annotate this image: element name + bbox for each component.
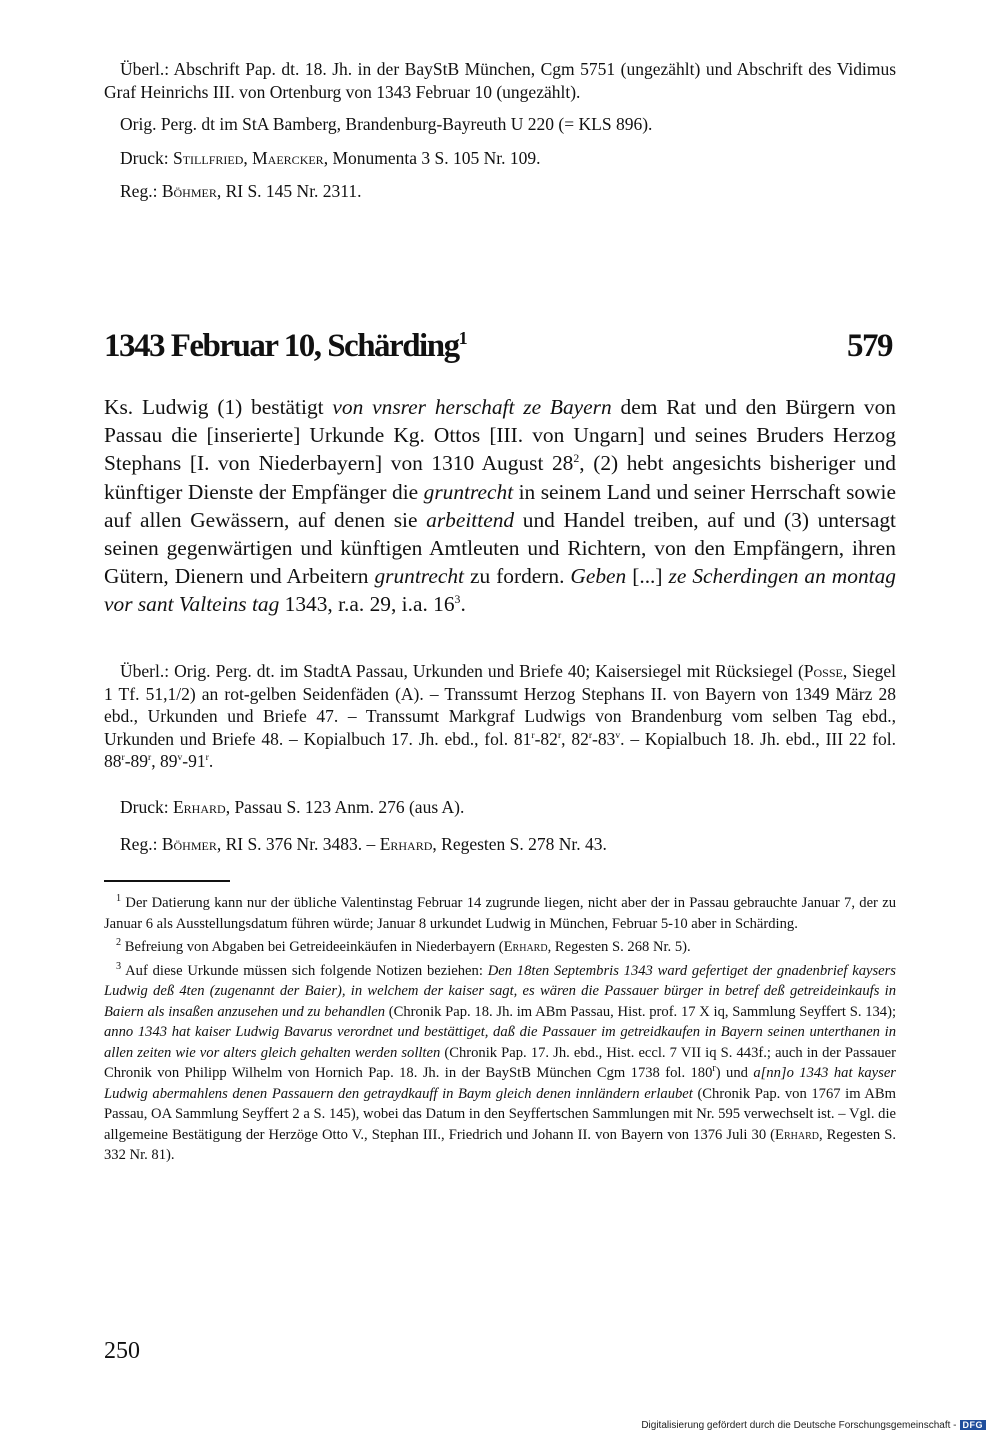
dfg-logo: DFG (960, 1420, 987, 1430)
footnote-ref-2: 2 (573, 452, 580, 466)
regest-text: Ks. Ludwig (1) bestätigt von vnsrer herschaft ze Bayern dem Rat und den Bürgern von Passau die [inserierte] Urkunde Kg. Ottos [III. von Ungarn] und seines Bruders Herzog Stephans [I. von Niederbayern] von 1310 August $28^2$, (2) hebt angesichts bisheriger und künftiger Dienste der Empfänger die gruntrecht in seinem Land und seiner Herrschaft sowie auf allen Gewässern, auf denen sie arbeittend und Handel treiben, auf und (3) untersagt seinen gegenwärtigen und künftigen Amtleuten und Richtern, von den Empfängern, ihren Gütern, Dienern und Arbeitern gruntrecht zu fordern. Geben [...] ze Scherdingen an montag vor sant Valteins tag 1343, r.a. 29, i.a. $16^3$. (104, 395, 897, 617)
footnote-3: $^3$ Auf diese Urkunde müssen sich folgende Notizen beziehen: Den 18ten Septembris 1343 ward gefertiget der gnadenbrief kaysers Ludwig deß 4ten (zugenannt der Baier), in welchem der kaiser sagt, es wären die Passauer bürger in betref deß getreideinkaufs in Baiern als insaßen anzusehen und zu behandlen (Chronik Pap. 18. Jh. im ABm Passau, Hist. prof. 17 X iq, Sammlung Seyffert S. 134); anno 1343 hat kaiser Ludwig Bavarus verordnet und bestättiget, daß die Passauer im getreidkaufen in Bayern seinen unterthanen in allen zeiten wie vor alters gleich gehalten werden sollten (Chronik Pap. 17. Jh. ebd., Hist. eccl. 7 VII iq S. 443f.; auch in der Passauer Chronik von Philipp Wilhelm von Hornich Pap. 18. Jh. in der BayStB München Cgm 1738 fol. 180$^r$) und a[nn]o 1343 hat kayser Ludwig abermahlens denen Passauern den getraydkauff in Baym gleich denen innländern erlaubet (Chronik Pap. von 1767 im ABm Passau, OA Sammlung Seyffert 2 a S. 145), wobei das Datum in den Seyffertschen Sammlungen mit Nr. 595 verwechselt ist. – Vgl. die allgemeine Bestätigung der Herzöge Otto V., Stephan III., Friedrich und Johann II. von Bayern von 1376 Juli 30 (Erhard, Regesten S. 332 Nr. 81). (104, 960, 897, 1163)
druck-line: Druck: Stillfried, Maercker, Monumenta 3 S. 105 Nr. 109. (120, 147, 541, 168)
footnotes (104, 893, 896, 1169)
print-note: Druck: Erhard, Passau S. 123 Anm. 276 (aus A). (120, 797, 465, 817)
reg-line: Reg.: Böhmer, RI S. 145 Nr. 2311. (120, 181, 362, 201)
orig-line: Orig. Perg. dt im StA Bamberg, Brandenburg-Bayreuth U 220 (= KLS 896). (120, 114, 653, 134)
page-number: 250 (104, 1338, 140, 1364)
footnote-ref-3: 3 (454, 593, 461, 607)
uberl-line: Überl.: Abschrift Pap. dt. 18. Jh. in der BayStB München, Cgm 5751 (ungezählt) und Abschrift des Vidimus Graf Heinrichs III. von Ortenburg von 1343 Februar 10 (ungezählt). (104, 59, 896, 102)
regesta-note: Reg.: Böhmer, RI S. 376 Nr. 3483. – Erhard, Regesten S. 278 Nr. 43. (120, 834, 607, 854)
footnote-ref-1: 1 (458, 328, 467, 348)
transmission-note: Überl.: Orig. Perg. dt. im StadtA Passau, Urkunden und Briefe 40; Kaisersiegel mit Rücksiegel (Posse, Siegel 1 Tf. 51,1/2) an rot-gelben Seidenfäden (A). – Transsumt Herzog Stephans II. von Bayern von 1349 März 28 ebd., Urkunden und Briefe 47. – Transsumt Markgraf Ludwigs von Brandenburg vom selben Tag ebd., Urkunden und Briefe 48. – Kopialbuch 17. Jh. ebd., fol. 81$^r$-82$^r$, 82$^r$-83$^v$. – Kopialbuch 18. Jh. ebd., III 22 fol. 88$^r$-89$^r$, 89$^v$-91$^r$. (104, 661, 896, 771)
entry-number: 579 (847, 328, 892, 364)
footnote-1: $^1$ Der Datierung kann nur der übliche Valentinstag Februar 14 zugrunde liegen, nicht aber der in Passau gebrauchte Januar 7, der zu Januar 6 als Ausstellungsdatum führen würde; Januar 8 urkundet Ludwig in München, Februar 5-10 aber in Schärding. (104, 893, 896, 932)
previous-entry-apparatus (104, 58, 896, 214)
entry-date-place: 1343 Februar 10, Schärding$^1$ (104, 328, 467, 364)
footnote-divider (104, 880, 230, 882)
footnote-2: $^2$ Befreiung von Abgaben bei Getreideeinkäufen in Niederbayern (Erhard, Regesten S. 268 Nr. 5). (116, 937, 691, 955)
dfg-credit: Digitalisierung gefördert durch die Deutsche Forschungsgemeinschaft - DFG (641, 1420, 986, 1431)
entry-heading (104, 328, 896, 374)
